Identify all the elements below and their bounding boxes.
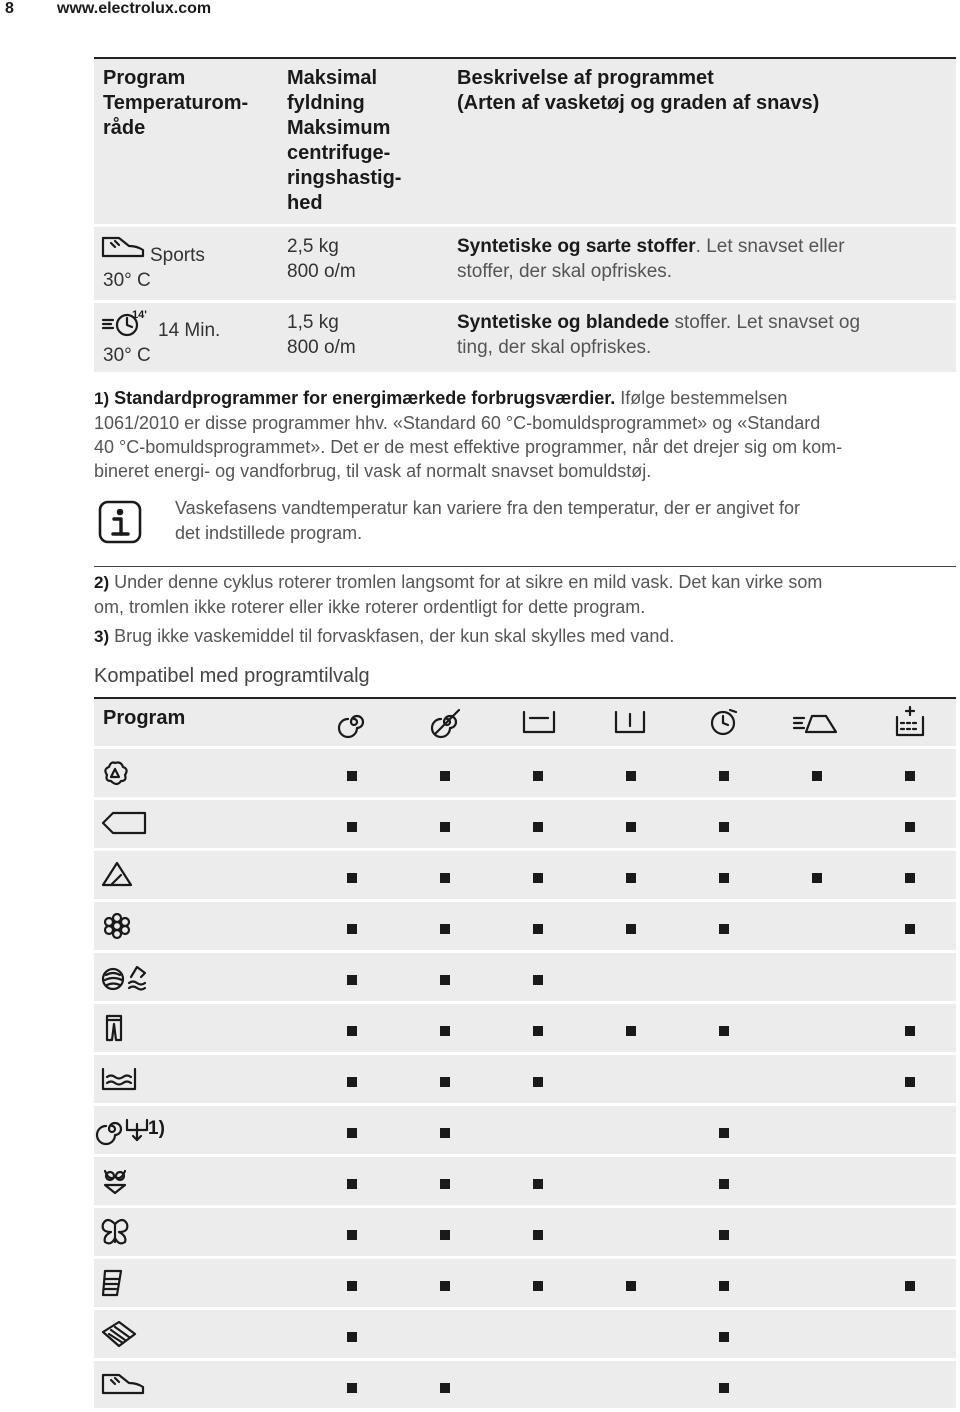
compat-mark: [533, 822, 543, 832]
compat-row: [94, 800, 956, 848]
compat-mark: [719, 771, 729, 781]
spin-drain-icon: [101, 1116, 151, 1146]
compat-mark: [812, 873, 822, 883]
compat-mark: [440, 1077, 450, 1087]
rinse-icon: [101, 1065, 151, 1095]
program-temp-sports: 30° C: [103, 270, 151, 291]
load-sports: 2,5 kg: [287, 236, 339, 257]
program-name-sports: Sports: [150, 245, 205, 266]
compat-mark: [347, 1128, 357, 1138]
compat-mark: [347, 924, 357, 934]
compat-mark: [626, 822, 636, 832]
compat-mark: [347, 975, 357, 985]
extra-rinse-icon: [895, 705, 925, 737]
compat-mark: [905, 1026, 915, 1036]
sports-shoe-icon: [101, 234, 145, 260]
compat-mark: [905, 822, 915, 832]
sports-icon: [101, 1371, 151, 1401]
compat-mark: [440, 771, 450, 781]
delicates-icon: [101, 912, 151, 942]
compat-mark: [626, 873, 636, 883]
compat-header-program: Program: [103, 707, 186, 729]
compat-mark: [905, 873, 915, 883]
duvet-icon: [101, 1269, 151, 1299]
compat-mark: [440, 1230, 450, 1240]
compat-mark: [440, 1128, 450, 1138]
page-number: 8: [5, 0, 14, 17]
compat-row: [94, 1157, 956, 1205]
compat-mark: [533, 1230, 543, 1240]
program-name-14-min: 14 Min.: [158, 320, 221, 341]
blanket-icon: [101, 1320, 151, 1350]
compat-mark: [533, 771, 543, 781]
compat-row: [94, 1106, 956, 1154]
silk-icon: [101, 1218, 151, 1248]
compat-mark: [533, 975, 543, 985]
compat-mark: [440, 1179, 450, 1189]
description-14-min: Syntetiske og blandede stoffer. Let snavset og ting, der skal opfriskes.: [457, 312, 861, 358]
compat-mark: [905, 1077, 915, 1087]
compat-mark: [719, 1281, 729, 1291]
compat-mark: [626, 771, 636, 781]
compat-mark: [347, 1230, 357, 1240]
footnote-2: 2) Under denne cyklus roterer tromlen langsomt for at sikre en mild vask. Det kan virke som om, tromlen ikke roterer eller ikke roterer ordentligt for dette program.: [94, 572, 823, 617]
timer-badge: 14': [132, 309, 147, 321]
row-14-min-program: [101, 310, 149, 343]
compat-row: [94, 1310, 956, 1358]
info-icon: [98, 500, 142, 544]
compat-mark: [347, 1026, 357, 1036]
compat-mark: [905, 771, 915, 781]
compat-mark: [719, 1332, 729, 1342]
wool-hand-wash-icon: [101, 963, 151, 993]
compat-mark: [533, 1026, 543, 1036]
cotton-icon: [101, 759, 151, 789]
compat-mark: [719, 1128, 729, 1138]
easy-iron-icon: [792, 710, 840, 736]
compat-mark: [347, 1281, 357, 1291]
compat-row: [94, 1055, 956, 1103]
compat-mark: [347, 771, 357, 781]
time-save-icon: [708, 707, 740, 737]
compat-row: [94, 749, 956, 797]
header-max-load-spin: Maksimal fyldning Maksimum centrifuge- ringshastig- hed: [287, 67, 402, 214]
compat-row: [94, 1208, 956, 1256]
compat-row: [94, 851, 956, 899]
compat-row: [94, 1361, 956, 1409]
compat-mark: [440, 1383, 450, 1393]
compat-row-footnote-label: 1): [148, 1118, 165, 1139]
compat-mark: [905, 1281, 915, 1291]
compat-mark: [719, 1026, 729, 1036]
program-temp-14-min: 30° C: [103, 345, 151, 366]
compat-mark: [626, 1281, 636, 1291]
compat-row: [94, 953, 956, 1001]
spin-14-min: 800 o/m: [287, 337, 356, 358]
compat-mark: [347, 873, 357, 883]
compat-mark: [533, 1179, 543, 1189]
footnote-1: 1) Standardprogrammer for energimærkede forbrugsværdier. Ifølge bestemmelsen 1061/2010 er disse programmer hhv. «Standard 60 °C-bomuldsprogrammet» og «Standard 40 °C-bomuldsprogrammet». Det er de mest effektive programmer, når det drejer sig om kom- bineret energi- og vandforbrug, til vask af normalt snavset bomuldstøj.: [94, 388, 843, 481]
table-header-separator: [94, 224, 956, 227]
compat-mark: [440, 975, 450, 985]
table-row-separator: [94, 300, 956, 303]
compat-mark: [719, 1179, 729, 1189]
easy-iron-program-icon: [101, 861, 151, 891]
compat-mark: [347, 1332, 357, 1342]
page-url: www.electrolux.com: [57, 0, 212, 17]
compat-title: Kompatibel med programtilvalg: [94, 665, 370, 687]
compat-mark: [440, 822, 450, 832]
load-14-min: 1,5 kg: [287, 312, 339, 333]
compat-mark: [347, 1383, 357, 1393]
compat-row: [94, 1004, 956, 1052]
compat-mark: [533, 1077, 543, 1087]
compat-row: [94, 902, 956, 950]
spin-sports: 800 o/m: [287, 261, 356, 282]
info-note-text: Vaskefasens vandtemperatur kan variere fra den temperatur, der er angivet for det indstillede program.: [175, 498, 800, 543]
description-sports: Syntetiske og sarte stoffer. Let snavset eller stoffer, der skal opfriskes.: [457, 236, 845, 282]
compat-mark: [347, 1179, 357, 1189]
prewash-icon: [614, 710, 646, 736]
compat-mark: [905, 924, 915, 934]
compat-mark: [626, 924, 636, 934]
compat-mark: [719, 1383, 729, 1393]
no-spin-icon: [433, 708, 461, 736]
header-program-temperature: Program Temperaturom- råde: [103, 67, 249, 139]
compat-mark: [533, 924, 543, 934]
compat-mark: [719, 924, 729, 934]
synthetics-icon: [101, 810, 151, 840]
compat-mark: [347, 1077, 357, 1087]
compat-mark: [533, 1281, 543, 1291]
row-sports-program: [101, 234, 145, 265]
spin-icon: [340, 708, 368, 736]
compat-mark: [440, 924, 450, 934]
compat-mark: [626, 1026, 636, 1036]
compat-mark: [440, 873, 450, 883]
compat-mark: [533, 873, 543, 883]
compat-mark: [719, 822, 729, 832]
info-icon-wrap: [98, 500, 142, 549]
compat-mark: [440, 1026, 450, 1036]
header-description: Beskrivelse af programmet (Arten af vasketøj og graden af snavs): [457, 67, 820, 114]
compat-mark: [719, 1230, 729, 1240]
compat-mark: [719, 873, 729, 883]
rinse-hold-icon: [522, 710, 556, 736]
compat-row: [94, 1259, 956, 1307]
jeans-icon: [101, 1014, 151, 1044]
compat-mark: [347, 822, 357, 832]
lingerie-icon: [101, 1167, 151, 1197]
compat-mark: [440, 1281, 450, 1291]
compat-mark: [812, 771, 822, 781]
footnote-3: 3) Brug ikke vaskemiddel til forvaskfasen, der kun skal skylles med vand.: [94, 626, 675, 646]
